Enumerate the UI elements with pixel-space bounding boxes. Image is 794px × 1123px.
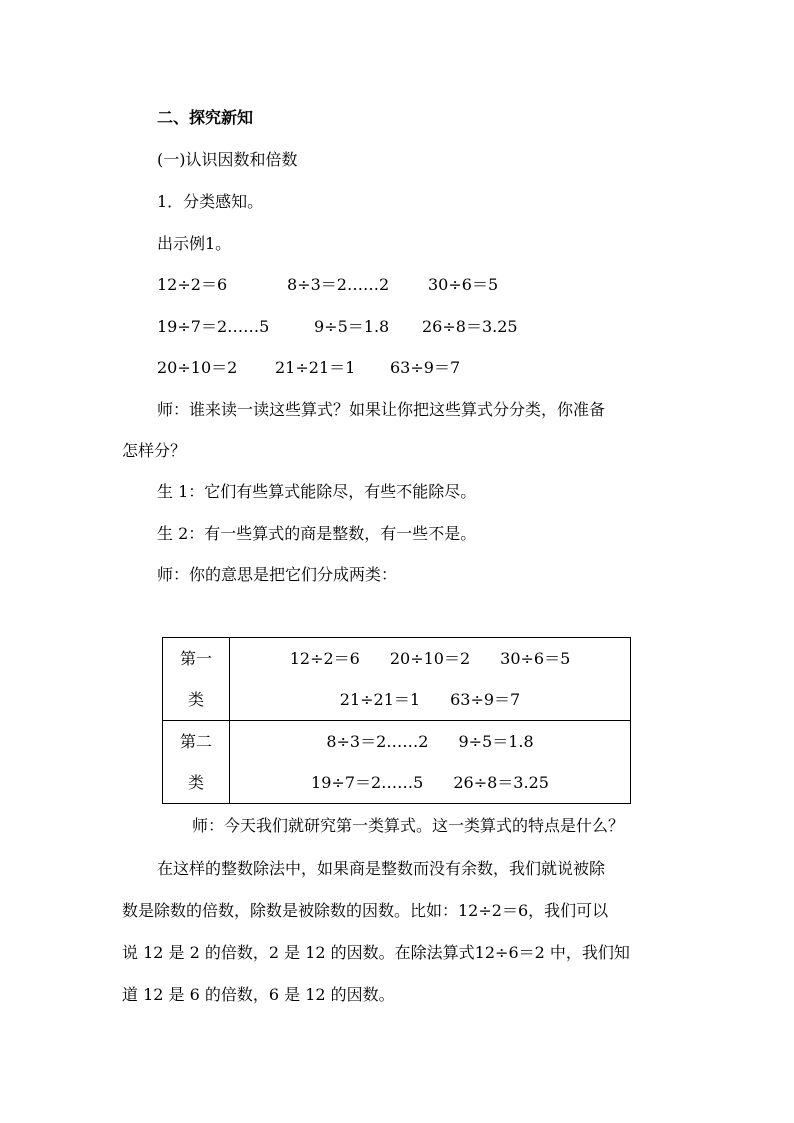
equation: 30÷6＝5 — [428, 275, 499, 294]
student-line: 生 2：有一些算式的商是整数，有一些不是。 — [157, 524, 477, 543]
teacher-line: 师：你的意思是把它们分成两类： — [157, 565, 398, 584]
category-label: 类 — [187, 690, 204, 709]
equation: 63÷9＝7 — [450, 690, 521, 709]
example-label: 出示例1。 — [157, 234, 232, 253]
teacher-line: 怎样分？ — [122, 441, 187, 460]
paragraph-line: 在这样的整数除法中，如果商是整数而没有余数，我们就说被除 — [157, 859, 606, 878]
equation: 30÷6＝5 — [500, 649, 571, 668]
teacher-line: 师：谁来读一读这些算式？如果让你把这些算式分分类，你准备 — [157, 400, 606, 419]
equation-cell — [230, 721, 631, 804]
paragraph-line: 说 12 是 2 的倍数，2 是 12 的因数。在除法算式12÷6＝2 中，我们知 — [122, 943, 630, 962]
item-heading: 1．分类感知。 — [157, 192, 264, 211]
equation: 8÷3＝2……2 — [287, 275, 390, 294]
equation-line — [230, 638, 630, 679]
category-label: 第二 — [179, 732, 212, 751]
paragraph-line: 道 12 是 6 的倍数，6 是 12 的因数。 — [122, 985, 395, 1004]
equation: 26÷8＝3.25 — [422, 317, 518, 336]
equation-line — [230, 679, 630, 720]
equation: 20÷10＝2 — [389, 649, 471, 668]
classification-table — [162, 637, 631, 804]
equation: 9÷5＝1.8 — [314, 317, 390, 336]
equation: 12÷2＝6 — [289, 649, 360, 668]
equation: 63÷9＝7 — [390, 358, 461, 377]
teacher-line: 师：今天我们就研究第一类算式。这一类算式的特点是什么？ — [192, 816, 625, 835]
equation-cell — [230, 638, 631, 721]
equation: 8÷3＝2……2 — [326, 732, 429, 751]
equation: 19÷7＝2……5 — [311, 773, 424, 792]
equation-line — [230, 762, 630, 803]
category-label-cell — [163, 638, 230, 721]
table-row — [163, 638, 631, 721]
category-label: 第一 — [179, 649, 212, 668]
subsection-heading: (一)认识因数和倍数 — [157, 150, 298, 169]
table-row — [163, 721, 631, 804]
student-line: 生 1：它们有些算式能除尽，有些不能除尽。 — [157, 482, 477, 501]
category-label-cell — [163, 721, 230, 804]
category-label: 类 — [187, 773, 204, 792]
paragraph-line: 数是除数的倍数，除数是被除数的因数。比如：12÷2＝6，我们可以 — [122, 901, 609, 920]
equation: 21÷21＝1 — [275, 358, 356, 377]
equation: 19÷7＝2……5 — [157, 317, 270, 336]
equation: 20÷10＝2 — [157, 358, 238, 377]
section-heading: 二、探究新知 — [157, 108, 254, 127]
equation: 26÷8＝3.25 — [453, 773, 549, 792]
equation: 12÷2＝6 — [157, 275, 228, 294]
equation: 9÷5＝1.8 — [458, 732, 534, 751]
equation: 21÷21＝1 — [339, 690, 421, 709]
equation-line — [230, 721, 630, 762]
